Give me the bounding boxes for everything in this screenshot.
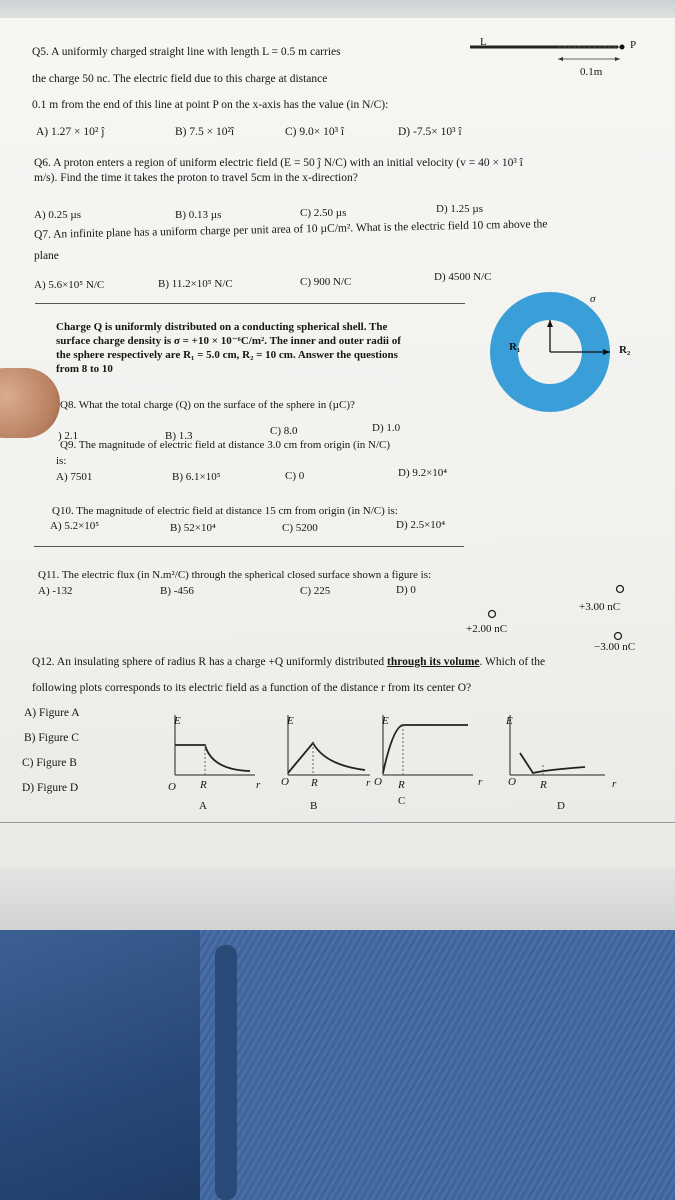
q12-line1 bbox=[32, 655, 545, 669]
q12-line1-underlined: through its volume bbox=[387, 656, 480, 668]
q6-option-b: B) 0.13 µs bbox=[175, 209, 222, 221]
jeans-background-right bbox=[200, 930, 675, 1200]
fig-a-axis-R: R bbox=[200, 779, 207, 791]
shell-line4: from 8 to 10 bbox=[56, 363, 113, 375]
q5-label-P: P bbox=[630, 39, 637, 51]
q9-option-c: C) 0 bbox=[285, 470, 305, 482]
fig-d-axis-r: r bbox=[612, 778, 617, 790]
q5-line3: 0.1 m from the end of this line at point P on the x-axis has the value (in N/C): bbox=[32, 99, 389, 111]
q7-line2: plane bbox=[34, 250, 59, 262]
q12-line1-end: . Which of the bbox=[479, 656, 546, 668]
fig-label-a: A bbox=[199, 800, 207, 812]
q6-option-a: A) 0.25 µs bbox=[34, 209, 81, 221]
q9-option-a: A) 7501 bbox=[56, 471, 93, 483]
q11-option-c: C) 225 bbox=[300, 585, 331, 597]
q5-option-c: C) 9.0× 10³ î bbox=[285, 126, 345, 138]
q12-line1-start: Q12. An insulating sphere of radius R has a charge +Q uniformly distributed bbox=[32, 656, 388, 668]
q9-option-d: D) 9.2×10⁴ bbox=[398, 467, 448, 479]
q9-line1: Q9. The magnitude of electric field at distance 3.0 cm from origin (in N/C) bbox=[60, 439, 391, 451]
fig-a-axis-r: r bbox=[256, 779, 261, 791]
section-divider bbox=[35, 303, 465, 304]
jeans-background bbox=[0, 930, 230, 1200]
q5-label-distance: 0.1m bbox=[580, 66, 603, 78]
fig-c-axis-r: r bbox=[478, 776, 483, 788]
paper-bottom-line bbox=[0, 822, 675, 823]
shell-line1: Charge Q is uniformly distributed on a conducting spherical shell. The bbox=[56, 321, 388, 333]
shell-r2-label: R₂ bbox=[619, 344, 631, 356]
q11-line1: Q11. The electric flux (in N.m²/C) through the spherical closed surface shown a figure is: bbox=[38, 569, 432, 581]
q11-option-a: A) -132 bbox=[38, 585, 73, 597]
q11-charge-minus3: −3.00 nC bbox=[594, 641, 636, 653]
q8-option-a: ) 2.1 bbox=[58, 430, 79, 442]
q6-option-d: D) 1.25 µs bbox=[436, 203, 483, 215]
lower-paper-edge bbox=[0, 868, 675, 938]
q12-option-c: C) Figure B bbox=[22, 757, 77, 769]
q5-line1: Q5. A uniformly charged straight line with length L = 0.5 m carries bbox=[32, 46, 341, 58]
q11-point-charges bbox=[470, 580, 670, 650]
fig-b-axis-R: R bbox=[311, 777, 318, 789]
q5-option-d: D) -7.5× 10³ î bbox=[398, 126, 462, 138]
q5-label-L: L bbox=[480, 36, 487, 48]
fig-a-axis-O: O bbox=[168, 781, 176, 793]
q10-option-b: B) 52×10⁴ bbox=[170, 522, 216, 534]
jeans-seam bbox=[215, 945, 237, 1200]
fig-label-d: D bbox=[557, 800, 565, 812]
spherical-shell-diagram bbox=[470, 280, 670, 440]
q7-option-c: C) 900 N/C bbox=[300, 276, 352, 288]
q10-option-c: C) 5200 bbox=[282, 522, 318, 534]
q5-line2: the charge 50 nc. The electric field due to this charge at distance bbox=[32, 73, 328, 85]
q5-option-b: B) 7.5 × 10²î bbox=[175, 126, 235, 138]
fig-d-axis-R: R bbox=[540, 779, 547, 791]
shell-sigma-label: σ bbox=[590, 293, 596, 305]
q7-line1: Q7. An infinite plane has a uniform charge per unit area of 10 µC/m². What is the electric field 10 cm above the bbox=[33, 218, 548, 241]
q8-line1: Q8. What the total charge (Q) on the surface of the sphere in (µC)? bbox=[60, 399, 355, 411]
q7-option-a: A) 5.6×10⁵ N/C bbox=[34, 279, 105, 291]
shell-line2: surface charge density is σ = +10 × 10⁻⁶C/m². The inner and outer radii of bbox=[56, 335, 401, 347]
fig-a-axis-E: E bbox=[174, 715, 181, 727]
q12-option-d: D) Figure D bbox=[22, 782, 79, 794]
q5-option-a: A) 1.27 × 10² ĵ bbox=[36, 126, 105, 138]
shell-line3: the sphere respectively are R₁ = 5.0 cm, R₂ = 10 cm. Answer the questions bbox=[56, 349, 398, 361]
q8-option-c: C) 8.0 bbox=[270, 425, 298, 437]
q12-option-a: A) Figure A bbox=[24, 707, 80, 719]
q10-option-a: A) 5.2×10⁵ bbox=[50, 520, 100, 532]
q12-figure-a-plot bbox=[150, 715, 260, 785]
q7-option-b: B) 11.2×10⁵ N/C bbox=[158, 278, 233, 290]
fig-b-axis-E: E bbox=[287, 715, 294, 727]
q12-line2: following plots corresponds to its electric field as a function of the distance r from its center O? bbox=[32, 682, 472, 694]
q9-option-b: B) 6.1×10⁵ bbox=[172, 471, 221, 483]
section-divider-2 bbox=[34, 546, 464, 547]
fig-c-axis-R: R bbox=[398, 779, 405, 791]
q6-line1: Q6. A proton enters a region of uniform electric field (E = 50 ĵ N/C) with an initial velocity (v = 40 × 10³ î bbox=[34, 157, 523, 169]
q11-option-b: B) -456 bbox=[160, 585, 194, 597]
fig-label-c: C bbox=[398, 795, 406, 807]
fig-label-b: B bbox=[310, 800, 318, 812]
q11-charge-plus3: +3.00 nC bbox=[579, 601, 621, 613]
q6-option-c: C) 2.50 µs bbox=[300, 207, 347, 219]
q10-option-d: D) 2.5×10⁴ bbox=[396, 519, 446, 531]
fig-b-axis-O: O bbox=[281, 776, 289, 788]
shell-r1-label: R₁ bbox=[509, 341, 521, 353]
fig-c-axis-O: O bbox=[374, 776, 382, 788]
fig-d-axis-E: E bbox=[506, 715, 513, 727]
q8-option-d: D) 1.0 bbox=[372, 422, 401, 434]
q11-charge-plus2: +2.00 nC bbox=[466, 623, 508, 635]
q8-option-b: B) 1.3 bbox=[165, 430, 193, 442]
fig-b-axis-r: r bbox=[366, 777, 371, 789]
q12-option-b: B) Figure C bbox=[24, 732, 79, 744]
q10-line1: Q10. The magnitude of electric field at distance 15 cm from origin (in N/C) is: bbox=[52, 505, 398, 517]
fig-c-axis-E: E bbox=[382, 715, 389, 727]
q9-line2: is: bbox=[56, 455, 67, 467]
q6-line2: m/s). Find the time it takes the proton to travel 5cm in the x-direction? bbox=[34, 172, 358, 184]
q7-option-d: D) 4500 N/C bbox=[434, 271, 492, 283]
q11-option-d: D) 0 bbox=[396, 584, 416, 596]
fig-d-axis-O: O bbox=[508, 776, 516, 788]
